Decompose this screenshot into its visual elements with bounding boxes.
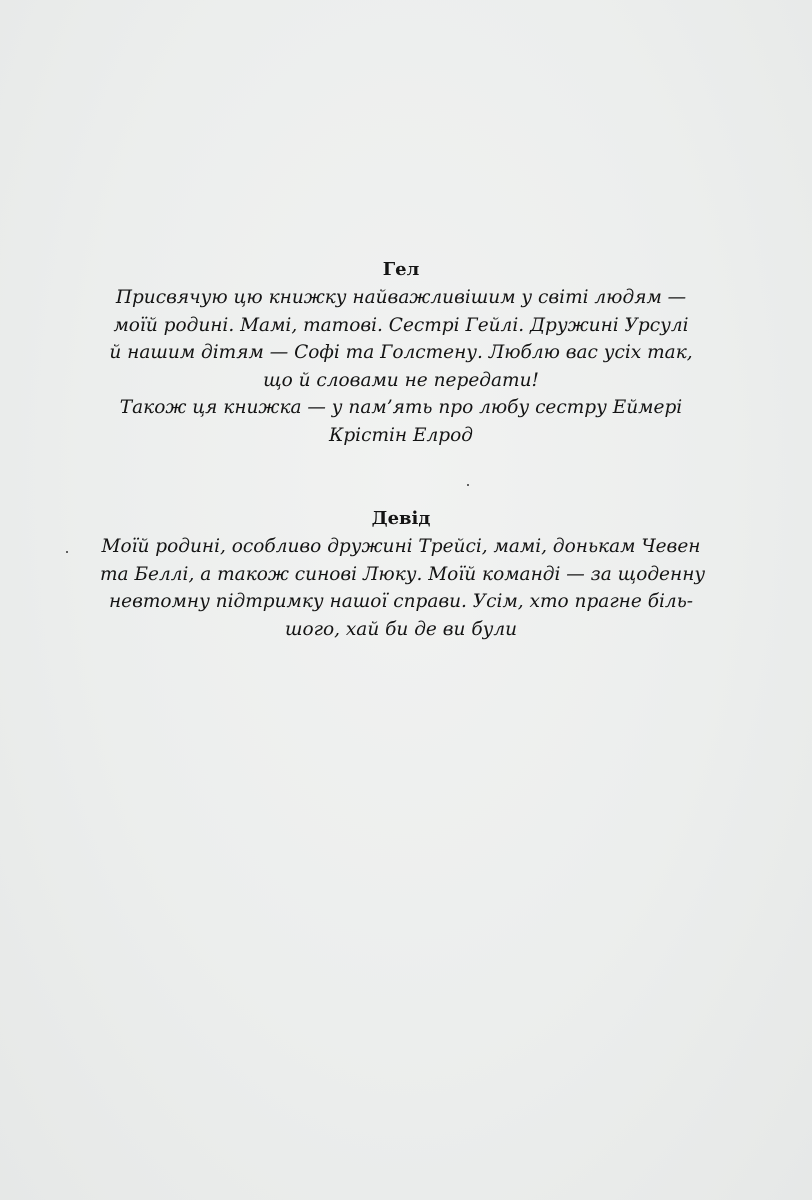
paper-speck: [467, 484, 469, 486]
dedication-hal-line: Крістін Елрод: [329, 424, 473, 446]
dedication-david-line: невтомну підтримку нашої справи. Усім, хто прагне біль-: [108, 591, 694, 612]
dedication-david-line: шого, хай би де ви були: [284, 618, 518, 640]
dedication-hal-line: моїй родині. Мамі, татові. Сестрі Гейлі. Дружині Урсулі: [113, 314, 689, 336]
dedication-david-author: Девід: [371, 508, 431, 529]
dedication-hal-author: Гел: [382, 259, 420, 280]
dedication-hal: [100, 256, 702, 449]
dedication-hal-line: що й словами не передати!: [263, 369, 539, 391]
dedication-hal-line: Присвячую цю книжку найважливішим у світі людям —: [115, 287, 687, 308]
paper-speck: [66, 551, 68, 553]
dedication-david: [100, 505, 706, 643]
dedication-david-line: Моїй родині, особливо дружині Трейсі, мамі, донькам Чевен: [101, 536, 701, 557]
dedication-david-line: та Беллі, а також синові Люку. Моїй команді — за щоденну: [100, 563, 706, 585]
dedication-hal-line: Також ця книжка — у пам’ять про любу сестру Еймері: [119, 397, 683, 418]
dedication-hal-line: й нашим дітям — Софі та Голстену. Люблю вас усіх так,: [109, 342, 693, 363]
